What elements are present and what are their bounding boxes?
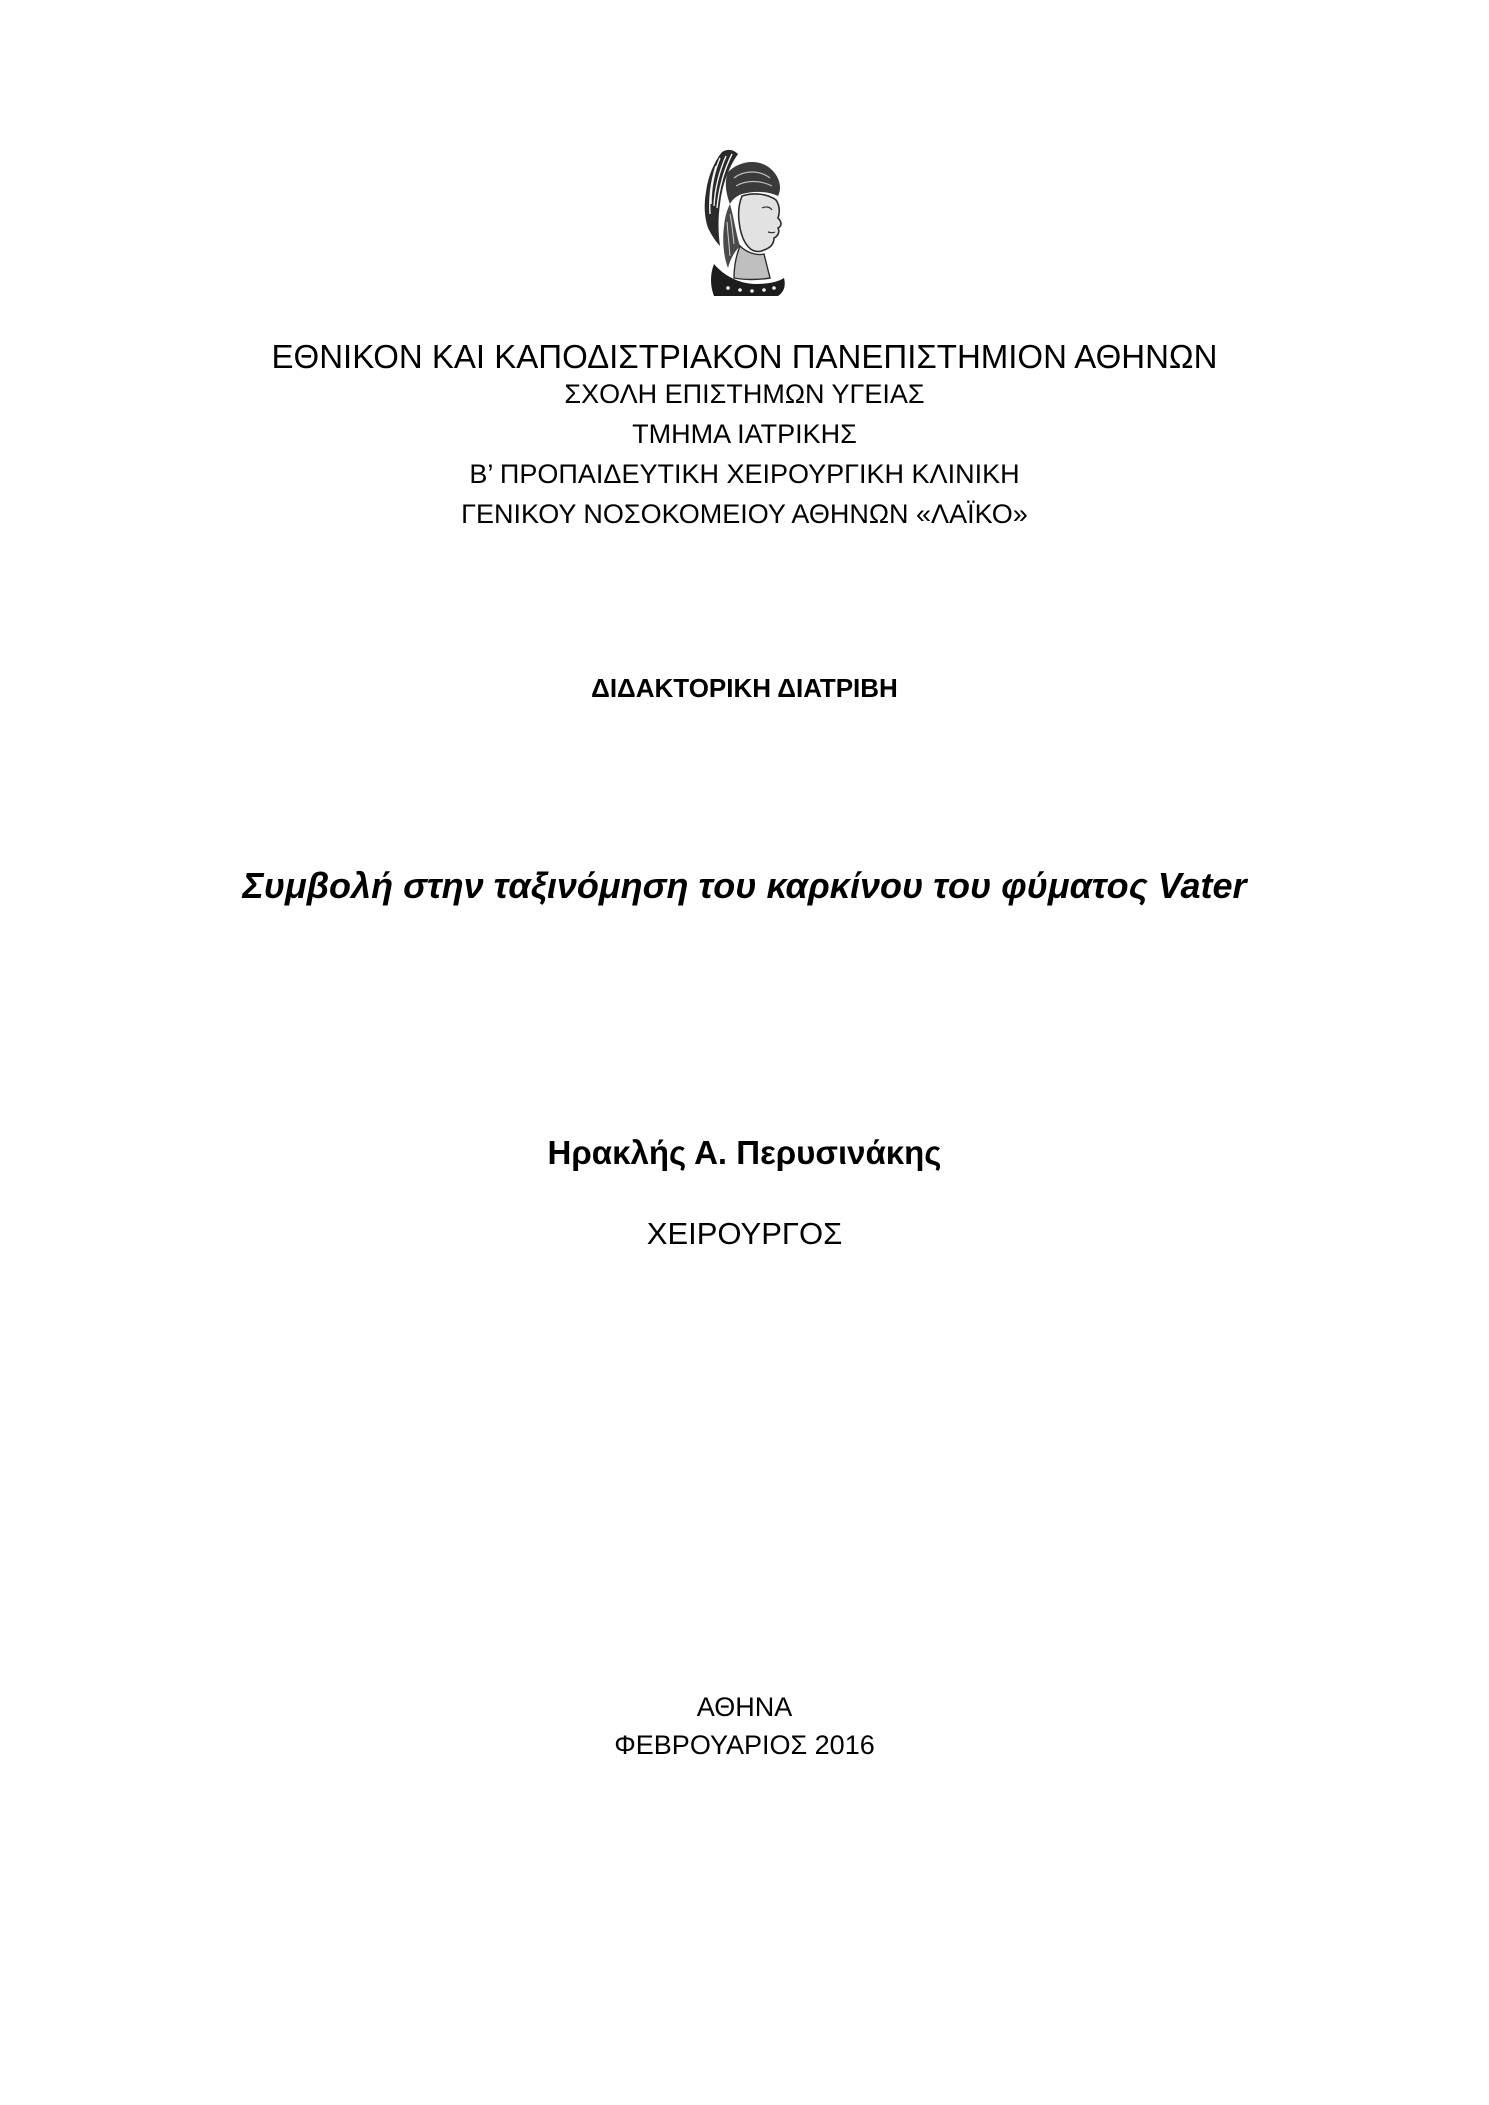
department-name: ΤΜΗΜΑ ΙΑΤΡΙΚΗΣ <box>632 419 857 449</box>
university-name: ΕΘΝΙΚΟΝ ΚΑΙ ΚΑΠΟΔΙΣΤΡΙΑΚΟΝ ΠΑΝΕΠΙΣΤΗΜΙΟΝ ΑΘΗΝΩΝ <box>271 338 1218 375</box>
hospital-name: ΓΕΝΙΚΟΥ ΝΟΣΟΚΟΜΕΙΟΥ ΑΘΗΝΩΝ «ΛΑΪΚΟ» <box>461 499 1028 529</box>
thesis-title: Συμβολή στην ταξινόμηση του καρκίνου του φύματος Vater <box>242 865 1247 906</box>
document-type: ΔΙΔΑΚΤΟΡΙΚΗ ΔΙΑΤΡΙΒΗ <box>591 673 898 703</box>
athena-head-emblem-icon <box>684 142 794 300</box>
city: ΑΘΗΝΑ <box>696 1692 793 1722</box>
publication-date: ΦΕΒΡΟΥΑΡΙΟΣ 2016 <box>614 1730 875 1760</box>
school-name: ΣΧΟΛΗ ΕΠΙΣΤΗΜΩΝ ΥΓΕΙΑΣ <box>564 379 925 409</box>
author-name: Ηρακλής Α. Περυσινάκης <box>547 1134 942 1171</box>
clinic-name: Β’ ΠΡΟΠΑΙΔΕΥΤΙΚΗ ΧΕΙΡΟΥΡΓΙΚΗ ΚΛΙΝΙΚΗ <box>469 459 1020 489</box>
author-profession: ΧΕΙΡΟΥΡΓΟΣ <box>646 1216 843 1251</box>
